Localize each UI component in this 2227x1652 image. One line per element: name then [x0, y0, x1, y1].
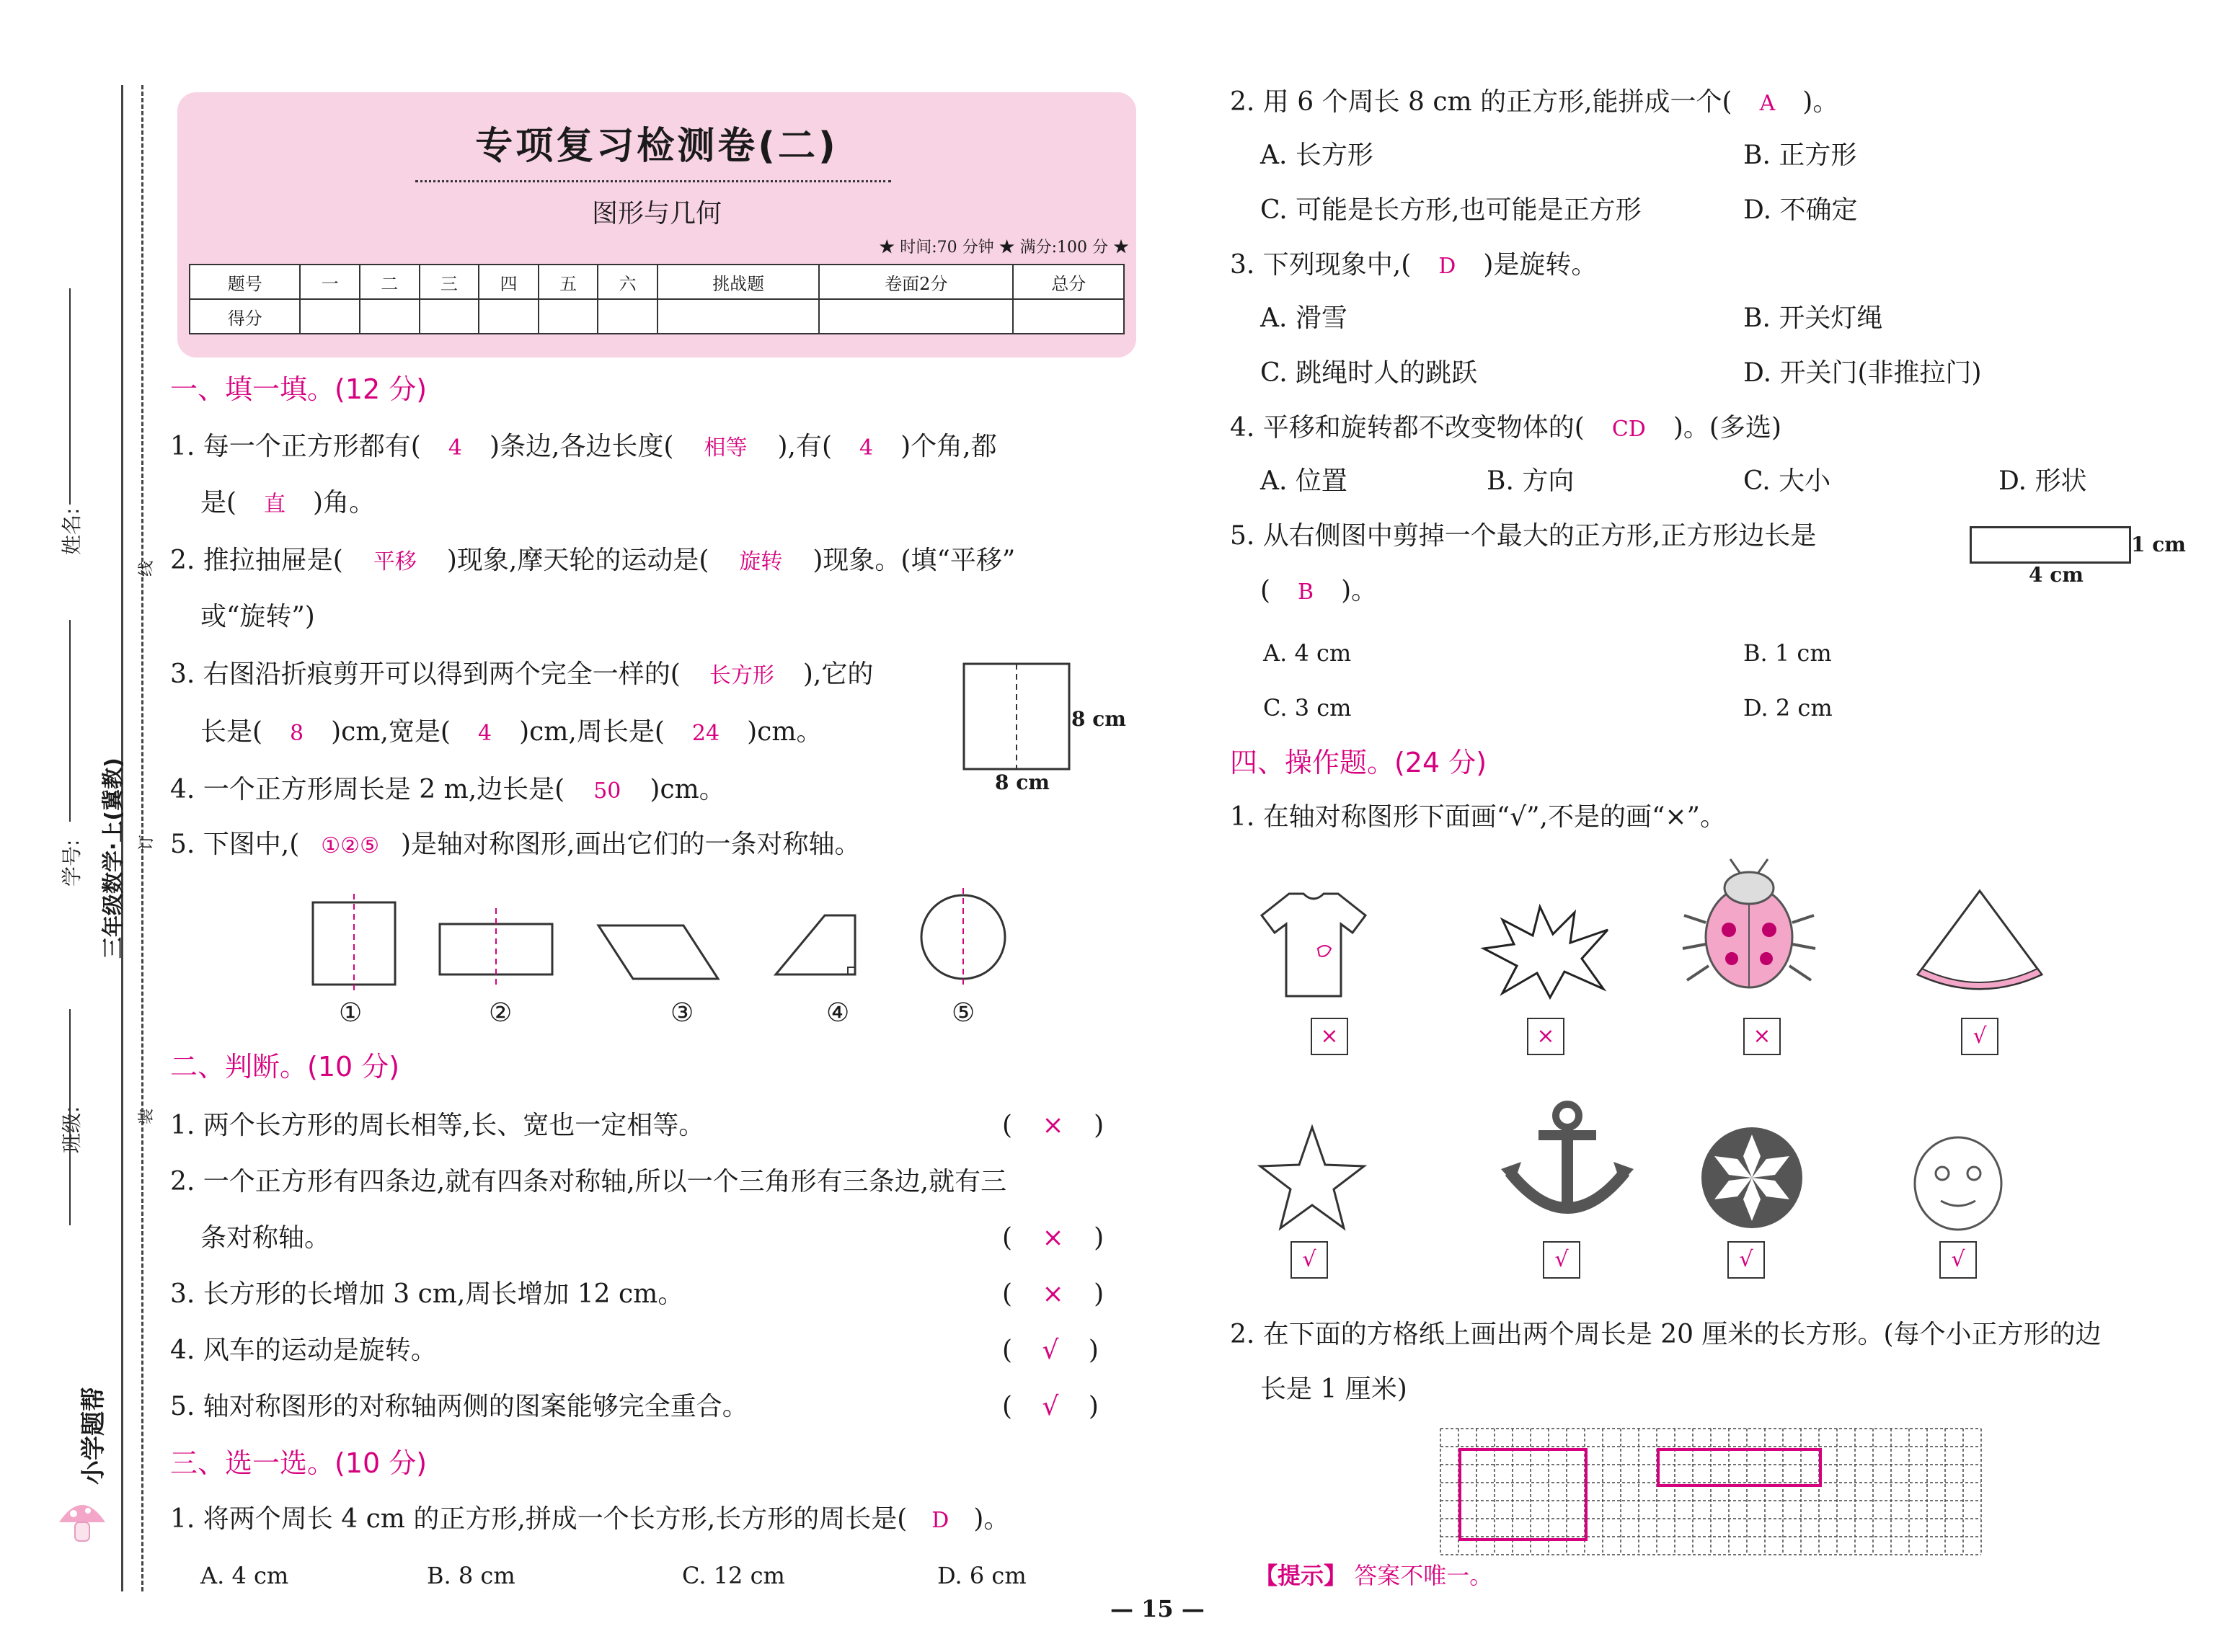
answer: 50 — [593, 778, 621, 804]
shape-label: ① — [339, 998, 363, 1028]
margin-id-line — [69, 620, 71, 822]
shape-label: ③ — [670, 998, 694, 1028]
margin-id-label: 学号: — [60, 839, 84, 887]
answer: A — [1759, 91, 1776, 116]
judge-item-5: 5. 轴对称图形的对称轴两侧的图案能够完全重合。 — [170, 1392, 748, 1421]
score-col: 五 — [539, 265, 598, 299]
s3-q4-opt: A. 位置 — [1260, 466, 1347, 496]
mark-box[interactable]: × — [1311, 1018, 1348, 1055]
s1-q5: 5. 下图中,( ①②⑤ )是轴对称图形,画出它们的一条对称轴。 — [170, 830, 861, 859]
section2-heading: 二、判断。(10 分) — [170, 1051, 400, 1083]
s3-q5-opt: A. 4 cm — [1263, 639, 1352, 667]
shape-parallelogram — [597, 924, 720, 982]
answer: CD — [1611, 417, 1646, 442]
judge-answer-2: ( × ) — [1002, 1223, 1104, 1253]
answer: D — [1438, 254, 1456, 279]
answer: ①②⑤ — [321, 833, 379, 858]
s1-q2-cont: 或“旋转”) — [200, 602, 315, 631]
s3-q3-opt: A. 滑雪 — [1260, 303, 1347, 333]
score-col: 六 — [598, 265, 658, 299]
shape-label: ② — [489, 998, 513, 1028]
shape-rectangle — [438, 923, 554, 987]
s3-q1-opt: A. 4 cm — [200, 1562, 289, 1589]
q5-rectangle-figure — [1970, 526, 2131, 564]
s3-q2-opt: C. 可能是长方形,也可能是正方形 — [1260, 195, 1642, 225]
q3-fig-bottom-label: 8 cm — [995, 771, 1050, 794]
score-cell[interactable] — [360, 299, 420, 334]
answer: 4 — [448, 435, 462, 461]
star-icon — [1259, 1124, 1367, 1233]
judge-item-4: 4. 风车的运动是旋转。 — [170, 1336, 437, 1365]
score-value-row — [190, 299, 1124, 334]
tshirt-icon — [1260, 891, 1368, 999]
s3-q2-opt: A. 长方形 — [1260, 141, 1373, 170]
judge-item-3: 3. 长方形的长增加 3 cm,周长增加 12 cm。 — [170, 1279, 684, 1309]
s4-q1: 1. 在轴对称图形下面画“√”,不是的画“×”。 — [1230, 802, 1726, 832]
margin-grade: 三年级数学·上(冀教) — [101, 758, 126, 959]
score-col: 总分 — [1013, 265, 1124, 299]
section3-heading: 三、选一选。(10 分) — [170, 1447, 428, 1479]
s1-q1: 1. 每一个正方形都有( 4 )条边,各边长度( 相等 ),有( 4 )个角,都 — [170, 432, 997, 461]
hint-text: 答案不唯一。 — [1354, 1562, 1493, 1589]
page-number: — 15 — — [1110, 1595, 1205, 1622]
answer: 4 — [477, 721, 492, 746]
s3-q4: 4. 平移和旋转都不改变物体的( CD )。(多选) — [1230, 413, 1781, 443]
s3-q2: 2. 用 6 个周长 8 cm 的正方形,能拼成一个( A )。 — [1230, 87, 1839, 117]
shape-square — [311, 901, 398, 987]
shape-label: ⑤ — [952, 998, 975, 1028]
score-col: 挑战题 — [658, 265, 819, 299]
s3-q3-opt: C. 跳绳时人的跳跃 — [1260, 358, 1478, 388]
s1-q1-cont: 是( 直 )角。 — [200, 488, 376, 518]
score-table — [189, 264, 1125, 334]
answer: 24 — [691, 721, 720, 746]
page-subtitle: 图形与几何 — [591, 199, 722, 228]
score-col: 题号 — [190, 265, 300, 299]
answer: 直 — [264, 492, 286, 517]
margin-zhuang: 装 — [138, 1108, 156, 1124]
s3-q3-opt: D. 开关门(非推拉门) — [1743, 358, 1982, 388]
exam-meta: ★ 时间:70 分钟 ★ 满分:100 分 ★ — [879, 239, 1129, 257]
margin-name-label: 姓名: — [60, 507, 84, 555]
answer: 相等 — [704, 435, 748, 461]
section4-heading: 四、操作题。(24 分) — [1230, 747, 1487, 778]
s3-q2-opt: B. 正方形 — [1743, 141, 1857, 170]
s3-q3-opt: B. 开关灯绳 — [1743, 303, 1883, 333]
mark-box[interactable]: × — [1743, 1018, 1781, 1055]
answer: 4 — [859, 435, 874, 461]
score-col: 卷面2分 — [819, 265, 1013, 299]
score-cell[interactable] — [819, 299, 1013, 334]
shape-trapezoid — [774, 914, 861, 979]
mark-box[interactable]: √ — [1939, 1241, 1977, 1279]
q5-fig-side-label: 1 cm — [2131, 533, 2186, 556]
page-title: 专项复习检测卷(二) — [475, 125, 838, 168]
drawn-rectangle — [1658, 1449, 1820, 1486]
score-col: 二 — [360, 265, 420, 299]
mark-box[interactable]: √ — [1961, 1018, 1998, 1055]
s3-q1: 1. 将两个周长 4 cm 的正方形,拼成一个长方形,长方形的周长是( D )。 — [170, 1504, 1010, 1534]
judge-answer-5: ( √ ) — [1002, 1392, 1099, 1421]
s1-q3-cont: 长是( 8 )cm,宽是( 4 )cm,周长是( 24 )cm。 — [200, 717, 823, 747]
score-cell[interactable] — [420, 299, 479, 334]
margin-xian: 线 — [138, 560, 156, 577]
mark-box[interactable]: √ — [1727, 1241, 1765, 1279]
score-cell[interactable] — [658, 299, 819, 334]
s1-q4: 4. 一个正方形周长是 2 m,边长是( 50 )cm。 — [170, 775, 725, 804]
s3-q1-opt: C. 12 cm — [682, 1562, 785, 1589]
margin-name-line — [69, 288, 71, 505]
s3-q3: 3. 下列现象中,( D )是旋转。 — [1230, 250, 1598, 280]
explosion-icon — [1481, 905, 1611, 999]
judge-answer-4: ( √ ) — [1002, 1336, 1099, 1365]
judge-answer-1: ( × ) — [1002, 1111, 1104, 1140]
hint-label: 【提示】 — [1254, 1562, 1347, 1589]
answer: 平移 — [373, 549, 417, 574]
q5-fig-bottom-label: 4 cm — [2029, 563, 2084, 587]
section1-heading: 一、填一填。(12 分) — [170, 373, 428, 405]
mark-box[interactable]: √ — [1290, 1241, 1328, 1279]
s3-q1-opt: B. 8 cm — [427, 1562, 515, 1589]
anchor-icon — [1500, 1100, 1637, 1222]
score-cell[interactable] — [300, 299, 360, 334]
score-row-label: 得分 — [190, 299, 300, 334]
ladybug-icon — [1680, 858, 1817, 995]
s3-q5-opt: D. 2 cm — [1743, 694, 1833, 721]
judge-item-2: 2. 一个正方形有四条边,就有四条对称轴,所以一个三角形有三条边,就有三 — [170, 1167, 1007, 1196]
margin-class-label: 班级: — [60, 1106, 84, 1153]
mark-box[interactable]: √ — [1543, 1241, 1580, 1279]
s1-q2: 2. 推拉抽屉是( 平移 )现象,摩天轮的运动是( 旋转 )现象。(填“平移” — [170, 546, 1016, 575]
s3-q5-opt: C. 3 cm — [1263, 694, 1352, 721]
s3-q5-opt: B. 1 cm — [1743, 639, 1832, 667]
answer: 旋转 — [739, 549, 783, 574]
mark-box[interactable]: × — [1527, 1018, 1564, 1055]
answer: 8 — [290, 721, 304, 746]
title-divider — [415, 180, 891, 182]
s3-q5-cont: ( B )。 — [1260, 576, 1378, 605]
q3-folded-square-figure — [963, 663, 1071, 771]
s1-q3: 3. 右图沿折痕剪开可以得到两个完全一样的( 长方形 ),它的 — [170, 660, 874, 689]
s3-q1-opt: D. 6 cm — [937, 1562, 1027, 1589]
snowflake-ball-icon — [1699, 1124, 1807, 1233]
margin-class-line — [69, 1009, 71, 1225]
watermelon-slice-icon — [1912, 888, 2049, 996]
margin-ding: 订 — [138, 834, 156, 851]
score-col: 四 — [479, 265, 539, 299]
score-cell[interactable] — [539, 299, 598, 334]
s3-q5: 5. 从右侧图中剪掉一个最大的正方形,正方形边长是 — [1230, 521, 1817, 551]
s4-q2-cont: 长是 1 厘米) — [1260, 1375, 1407, 1404]
shape-circle — [918, 892, 1012, 986]
margin-brand: 小学题帮 — [79, 1387, 108, 1485]
judge-item-2-cont: 条对称轴。 — [200, 1223, 331, 1253]
smiley-face-icon — [1912, 1136, 2006, 1237]
score-cell[interactable] — [598, 299, 658, 334]
answer: D — [931, 1508, 949, 1533]
answer: B — [1298, 579, 1314, 605]
shape-label: ④ — [826, 998, 850, 1028]
score-header-row — [190, 265, 1124, 299]
answer: 长方形 — [709, 663, 774, 688]
judge-answer-3: ( × ) — [1002, 1279, 1104, 1309]
s4-q2: 2. 在下面的方格纸上画出两个周长是 20 厘米的长方形。(每个小正方形的边 — [1230, 1320, 2102, 1349]
judge-item-1: 1. 两个长方形的周长相等,长、宽也一定相等。 — [170, 1111, 705, 1140]
q3-fig-side-label: 8 cm — [1071, 707, 1126, 731]
s3-q4-opt: C. 大小 — [1743, 466, 1831, 496]
s3-q4-opt: D. 形状 — [1998, 466, 2087, 496]
score-cell[interactable] — [1013, 299, 1124, 334]
score-col: 一 — [300, 265, 360, 299]
score-cell[interactable] — [479, 299, 539, 334]
score-col: 三 — [420, 265, 479, 299]
hint — [1254, 1560, 1492, 1591]
mushroom-icon — [53, 1491, 111, 1548]
s3-q4-opt: B. 方向 — [1487, 466, 1575, 496]
header-box — [177, 92, 1136, 358]
grid-paper[interactable] — [1440, 1429, 1988, 1573]
s3-q2-opt: D. 不确定 — [1743, 195, 1858, 225]
